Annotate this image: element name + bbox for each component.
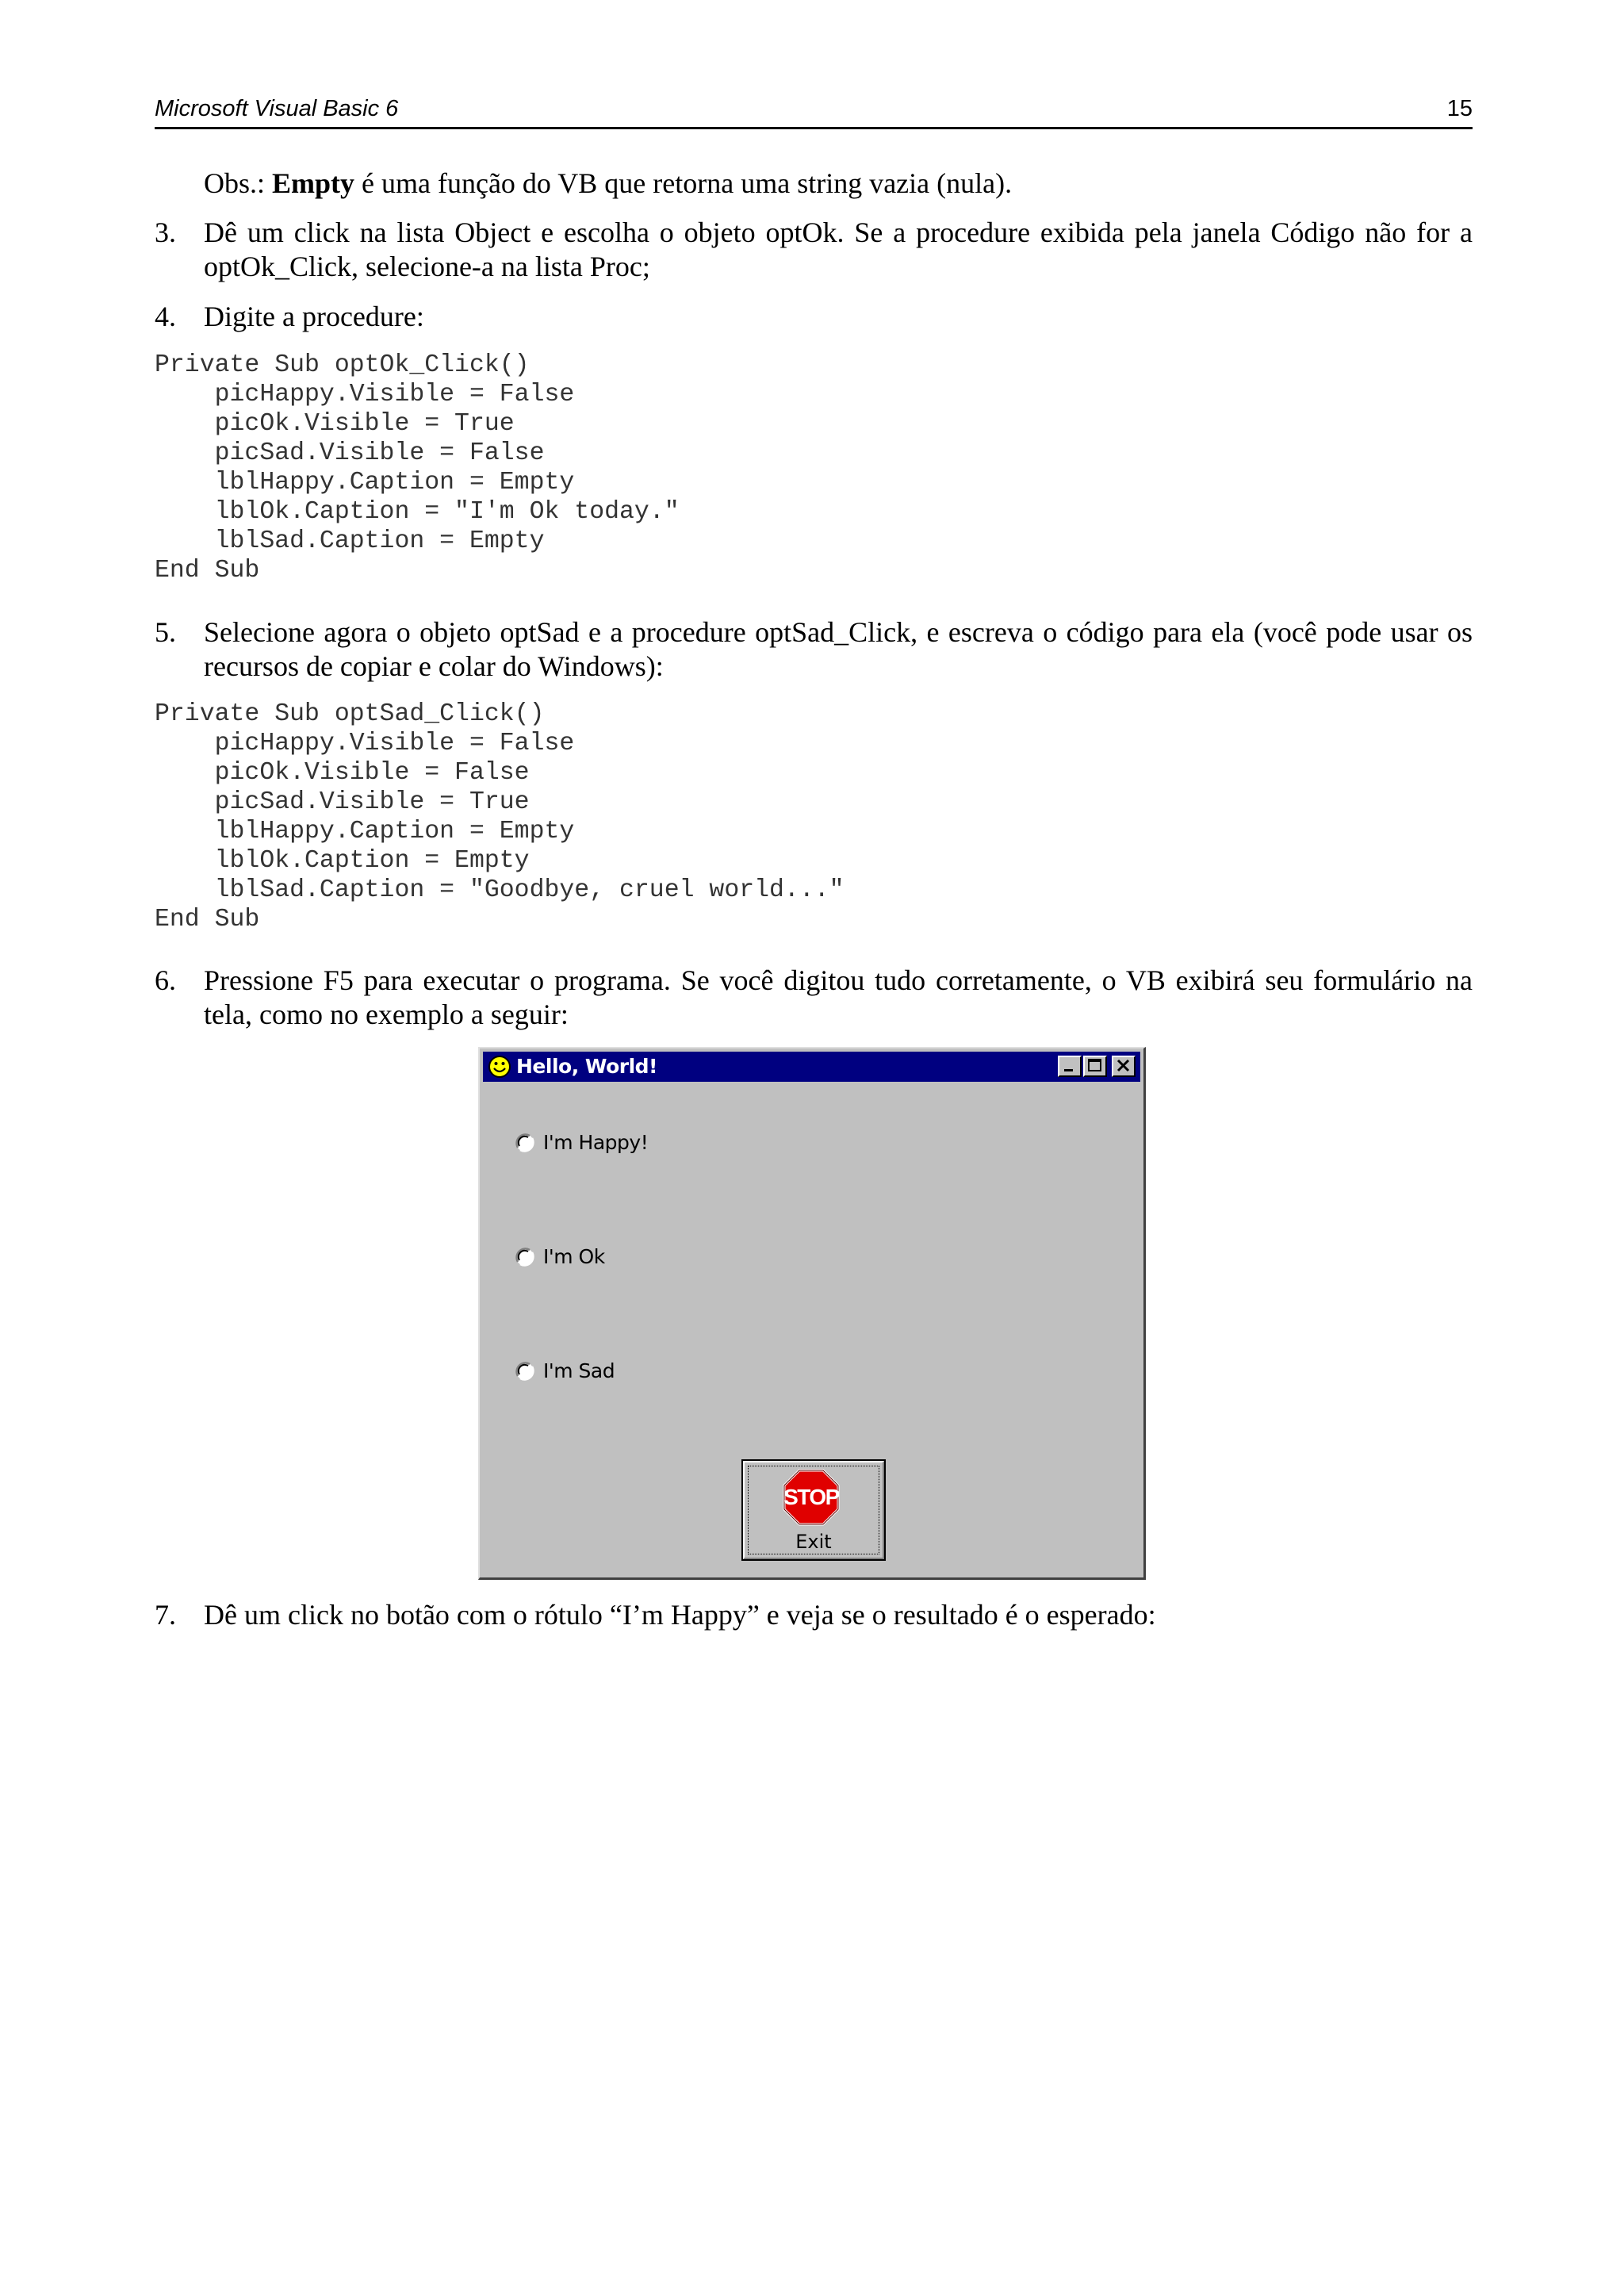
header-title: Microsoft Visual Basic 6 xyxy=(155,96,399,121)
code-line: lblHappy.Caption = Empty xyxy=(155,818,575,845)
obs-term: Empty xyxy=(272,167,355,199)
radio-icon[interactable] xyxy=(515,1247,535,1267)
step-text: Selecione agora o objeto optSad e a procedure optSad_Click, e escreva o código para ela (você pode usar os recursos de copiar e colar do Windows): xyxy=(204,616,1473,682)
step-number: 7. xyxy=(155,1599,176,1631)
step-text: Pressione F5 para executar o programa. Se você digitou tudo corretamente, o VB exibirá seu formulário na tela, como no exemplo a seguir: xyxy=(204,964,1473,1030)
code-line: picOk.Visible = False xyxy=(155,759,530,787)
obs-text: é uma função do VB que retorna uma string vazia (nula). xyxy=(354,167,1013,199)
code-line: lblSad.Caption = Empty xyxy=(155,527,545,555)
step-6 xyxy=(155,964,1473,1035)
step-5 xyxy=(155,615,1473,687)
page-number: 15 xyxy=(1446,96,1473,121)
code-line: lblHappy.Caption = Empty xyxy=(155,469,575,496)
code-line: Private Sub optSad_Click() xyxy=(155,700,545,728)
step-text: Dê um click na lista Object e escolha o objeto optOk. Se a procedure exibida pela janela Código não for a optOk_Click, selecione-a na lista Proc; xyxy=(204,217,1473,282)
code-line: lblSad.Caption = "Goodbye, cruel world..." xyxy=(155,876,845,904)
option-label: I'm Ok xyxy=(543,1245,605,1268)
step-number: 6. xyxy=(155,964,176,996)
page-header xyxy=(155,94,1473,129)
hello-world-window xyxy=(478,1047,1146,1580)
code-line: picHappy.Visible = False xyxy=(155,730,575,757)
code-line: picSad.Visible = False xyxy=(155,439,545,467)
exit-button[interactable] xyxy=(741,1459,886,1561)
exit-label: Exit xyxy=(795,1531,832,1553)
code-line: End Sub xyxy=(155,906,260,933)
window-title: Hello, World! xyxy=(516,1055,657,1078)
minimize-button[interactable] xyxy=(1058,1056,1082,1077)
option-label: I'm Sad xyxy=(543,1359,615,1382)
step-number: 3. xyxy=(155,217,176,248)
step-number: 5. xyxy=(155,616,176,648)
step-number: 4. xyxy=(155,301,176,332)
step-text: Dê um click no botão com o rótulo “I’m Happy” e veja se o resultado é o esperado: xyxy=(204,1599,1156,1631)
radio-icon[interactable] xyxy=(515,1361,535,1382)
code-line: Private Sub optOk_Click() xyxy=(155,351,530,379)
window-titlebar[interactable] xyxy=(483,1052,1140,1082)
obs-prefix: Obs.: xyxy=(204,167,273,199)
code-line: lblOk.Caption = "I'm Ok today." xyxy=(155,498,680,526)
radio-icon[interactable] xyxy=(515,1133,535,1153)
step-4 xyxy=(155,300,1473,335)
code-line: picHappy.Visible = False xyxy=(155,381,575,408)
step-7 xyxy=(155,1598,1473,1634)
code-line: lblOk.Caption = Empty xyxy=(155,847,530,875)
obs-note xyxy=(204,167,1473,201)
maximize-button[interactable] xyxy=(1083,1056,1107,1077)
code-block-optsad xyxy=(155,700,1473,934)
smiley-icon xyxy=(488,1055,511,1079)
code-block-optok xyxy=(155,351,1473,585)
code-line: picSad.Visible = True xyxy=(155,788,530,816)
close-icon xyxy=(1113,1057,1134,1075)
code-line: picOk.Visible = True xyxy=(155,410,515,438)
stop-sign-text: STOP xyxy=(783,1485,839,1509)
step-text: Digite a procedure: xyxy=(204,301,424,332)
minimize-icon xyxy=(1059,1057,1080,1075)
step-3 xyxy=(155,216,1473,287)
option-label: I'm Happy! xyxy=(543,1131,649,1154)
code-line: End Sub xyxy=(155,557,260,585)
close-button[interactable] xyxy=(1112,1056,1136,1077)
maximize-icon xyxy=(1085,1057,1105,1075)
